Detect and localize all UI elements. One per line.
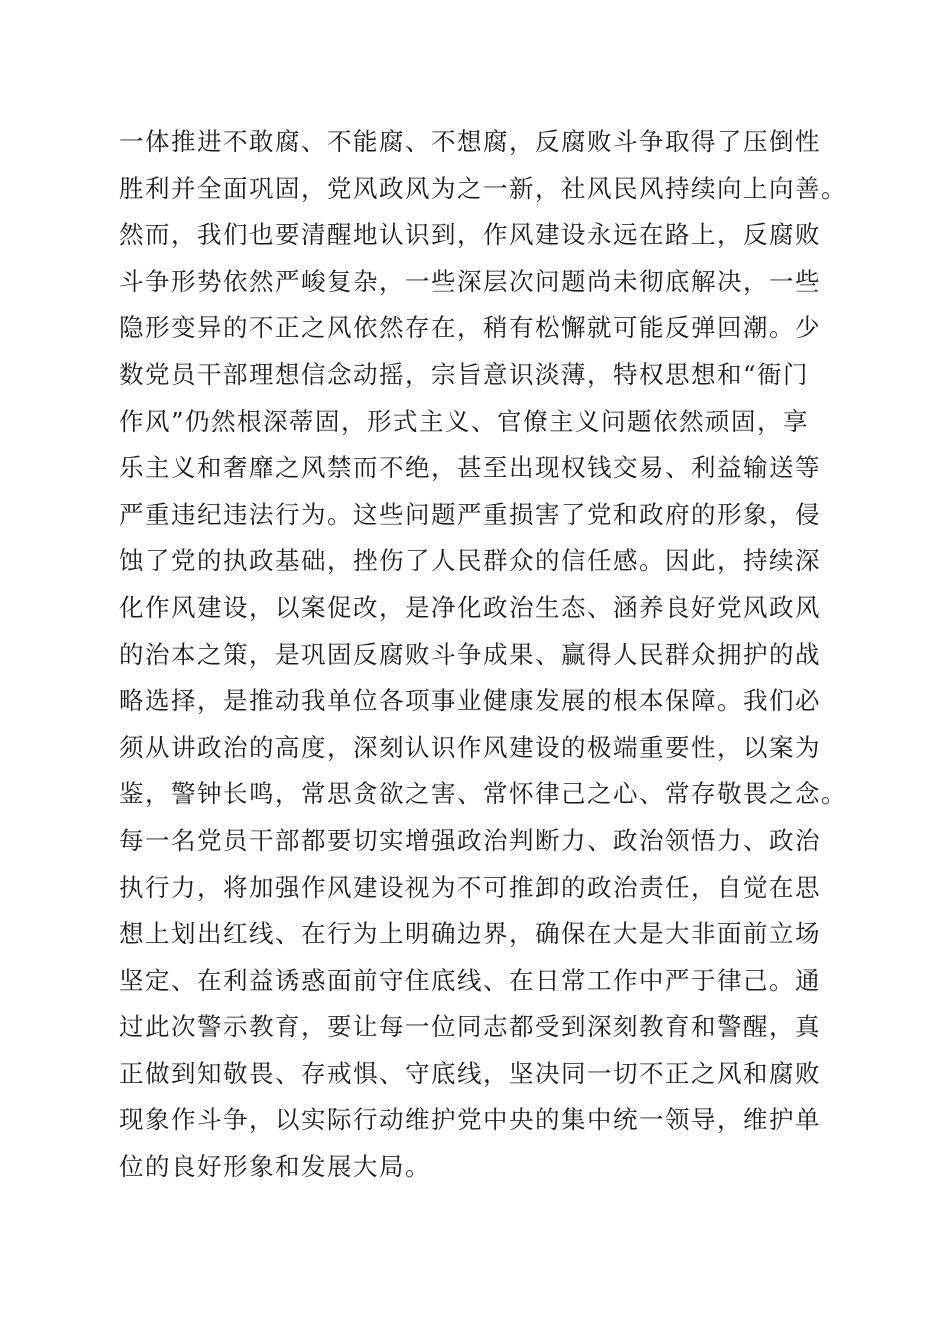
- paragraph-line: 乐主义和奢靡之风禁而不绝，甚至出现权钱交易、利益输送等: [119, 453, 821, 483]
- paragraph-line: 胜利并全面巩固，党风政风为之一新，社风民风持续向上向善。: [119, 173, 847, 203]
- paragraph-line: 斗争形势依然严峻复杂，一些深层次问题尚未彻底解决，一些: [119, 266, 821, 296]
- paragraph-line: 每一名党员干部都要切实增强政治判断力、政治领悟力、政治: [119, 825, 821, 855]
- paragraph-line: 作风”仍然根深蒂固，形式主义、官僚主义问题依然顽固，享: [119, 406, 810, 436]
- paragraph-line: 然而，我们也要清醒地认识到，作风建设永远在路上，反腐败: [119, 220, 821, 250]
- paragraph-line: 想上划出红线、在行为上明确边界，确保在大是大非面前立场: [119, 919, 821, 949]
- paragraph-line: 隐形变异的不正之风依然存在，稍有松懈就可能反弹回潮。少: [119, 313, 821, 343]
- paragraph-line: 的治本之策，是巩固反腐败斗争成果、赢得人民群众拥护的战: [119, 639, 821, 669]
- paragraph-line: 数党员干部理想信念动摇，宗旨意识淡薄，特权思想和“衙门: [119, 359, 810, 389]
- paragraph-line: 坚定、在利益诱惑面前守住底线、在日常工作中严于律己。通: [119, 965, 821, 995]
- paragraph-line: 化作风建设，以案促改，是净化政治生态、涵养良好党风政风: [119, 592, 821, 622]
- paragraph-line: 执行力，将加强作风建设视为不可推卸的政治责任，自觉在思: [119, 872, 821, 902]
- paragraph-line: 略选择，是推动我单位各项事业健康发展的根本保障。我们必: [119, 686, 821, 716]
- paragraph-line: 过此次警示教育，要让每一位同志都受到深刻教育和警醒，真: [119, 1012, 821, 1042]
- paragraph-line: 一体推进不敢腐、不能腐、不想腐，反腐败斗争取得了压倒性: [119, 127, 821, 156]
- paragraph-line: 正做到知敬畏、存戒惧、守底线，坚决同一切不正之风和腐败: [119, 1058, 821, 1088]
- paragraph-line: 鉴，警钟长鸣，常思贪欲之害、常怀律己之心、常存敬畏之念。: [119, 779, 847, 809]
- paragraph-line: 位的良好形象和发展大局。: [119, 1152, 431, 1182]
- paragraph-line: 须从讲政治的高度，深刻认识作风建设的极端重要性，以案为: [119, 732, 821, 762]
- paragraph-line: 严重违纪违法行为。这些问题严重损害了党和政府的形象，侵: [119, 499, 821, 529]
- paragraph-line: 蚀了党的执政基础，挫伤了人民群众的信任感。因此，持续深: [119, 546, 821, 576]
- body-paragraph: [119, 119, 847, 1191]
- paragraph-line: 现象作斗争，以实际行动维护党中央的集中统一领导，维护单: [119, 1105, 821, 1135]
